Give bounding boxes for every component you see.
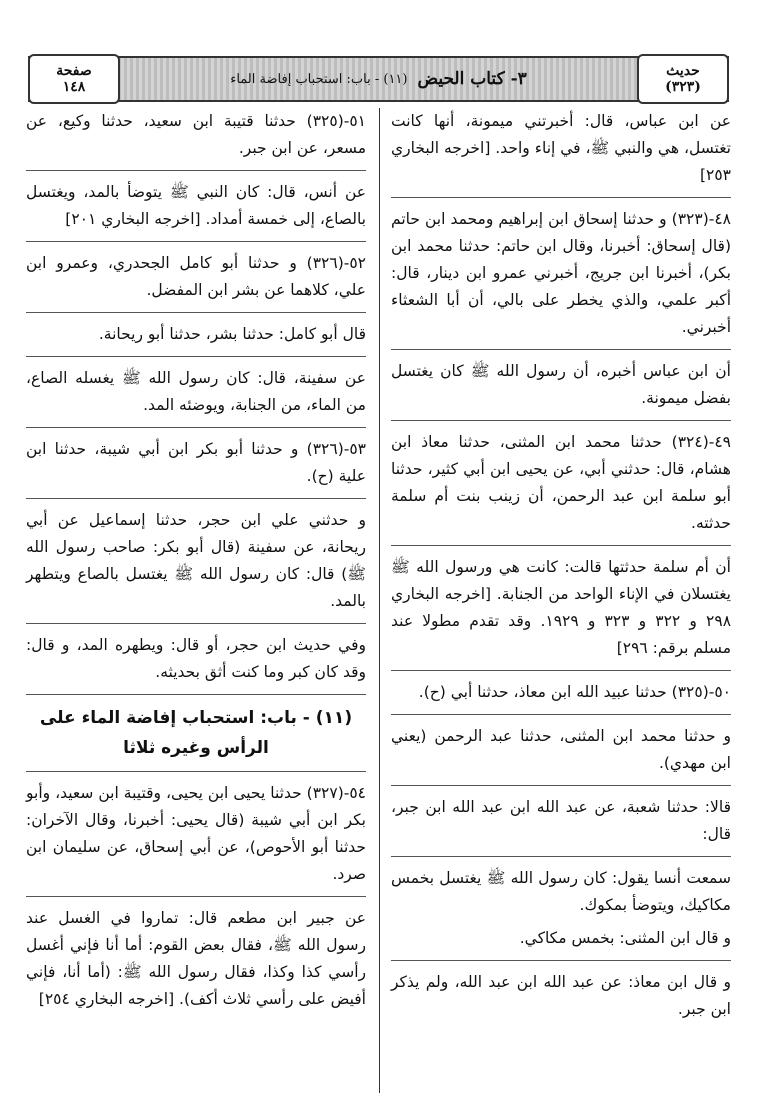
paragraph: عن سفينة، قال: كان رسول الله ﷺ يغسله الصاع، من الماء، من الجنابة، ويوضئه المد. (26, 369, 366, 414)
paragraph: عن أنس، قال: كان النبي ﷺ يتوضأ بالمد، ويغتسل بالصاع، إلى خمسة أمداد. [اخرجه البخاري ٢٠١] (26, 183, 366, 228)
paragraph: أن أم سلمة حدثتها قالت: كانت هي ورسول الله ﷺ يغتسلان في الإناء الواحد من الجنابة. [اخرجه البخاري ٢٩٨ و ٣٢٢ و ٣٢٣ و ١٩٢٩. وقد تقدم مطولا عند مسلم برقم: ٢٩٦] (391, 558, 732, 657)
paragraph: عن جبير ابن مطعم قال: تماروا في الغسل عند رسول الله ﷺ، فقال بعض القوم: أما أنا فإني أغسل رأسي كذا وكذا، فقال رسول الله ﷺ: (أما أنا، فإني أفيض على رأسي ثلاث أكف). [اخرجه البخاري ٢٥٤] (26, 909, 366, 1008)
separator (26, 312, 366, 313)
separator (26, 170, 366, 171)
separator (391, 714, 731, 715)
separator (26, 241, 366, 242)
separator (26, 896, 366, 897)
paragraph: ٥٤-(٣٢٧) حدثنا يحيى ابن يحيى، وقتيبة ابن سعيد، وأبو بكر ابن أبي شيبة (قال يحيى: أخبرنا، وقال الآخران: حدثنا أبو الأحوص)، عن أبي إسحاق، عن سليمان ابن صرد. (26, 784, 366, 883)
chapter-heading: (١١) - باب: استحباب إفاضة الماء على الرأس وغيره ثلاثا (39, 708, 353, 758)
paragraph: ٥١-(٣٢٥) حدثنا قتيبة ابن سعيد، حدثنا وكيع، عن مسعر، عن ابن جبر. (26, 112, 366, 157)
paragraph: ٤٨-(٣٢٣) و حدثنا إسحاق ابن إبراهيم ومحمد ابن حاتم (قال إسحاق: أخبرنا، وقال ابن حاتم: حدثنا محمد ابن بكر)، أخبرنا ابن جريج، أخبرني عمرو ابن دينار، قال: أكبر علمي، والذي يخطر على بالي، أن أبا الشعثاء أخبرني. (391, 210, 731, 336)
separator (391, 197, 731, 198)
separator (391, 670, 731, 671)
paragraph: قال أبو كامل: حدثنا بشر، حدثنا أبو ريحانة. (98, 325, 366, 343)
paragraph: ٥٣-(٣٢٦) و حدثنا أبو بكر ابن أبي شيبة، حدثنا ابن علية (ح). (26, 440, 366, 485)
page-number-box (28, 54, 120, 104)
separator (26, 356, 366, 357)
separator (391, 960, 731, 961)
separator (391, 545, 731, 546)
right-column (391, 108, 731, 1093)
separator (26, 498, 366, 499)
page-number: ١٤٨ (62, 79, 86, 95)
paragraph: ٤٩-(٣٢٤) حدثنا محمد ابن المثنى، حدثنا معاذ ابن هشام، قال: حدثني أبي، عن يحيى ابن أبي كثير، حدثنا أبو سلمة ابن عبد الرحمن، أن زينب بنت أم سلمة حدثته. (391, 433, 731, 532)
separator (26, 623, 366, 624)
book-title: ٣- كتاب الحيض (417, 69, 527, 89)
paragraph: و قال ابن معاذ: عن عبد الله ابن عبد الله، ولم يذكر ابن جبر. (391, 973, 731, 1018)
chapter-subtitle: (١١) - باب: استحباب إفاضة الماء (230, 71, 408, 87)
page-label: صفحة (56, 63, 92, 79)
column-divider (379, 108, 380, 1093)
separator (26, 694, 366, 695)
paragraph: عن ابن عباس، قال: أخبرتني ميمونة، أنها كانت تغتسل، هي والنبي ﷺ، في إناء واحد. [اخرجه البخاري ٢٥٣] (391, 112, 731, 184)
paragraph: و قال ابن المثنى: بخمس مكاكي. (519, 929, 731, 947)
paragraph: أن ابن عباس أخبره، أن رسول الله ﷺ كان يغتسل بفضل ميمونة. (391, 362, 731, 407)
separator (26, 771, 366, 772)
separator (391, 349, 731, 350)
separator (391, 785, 731, 786)
left-column (26, 108, 366, 1093)
hadith-number: (٣٢٣) (665, 79, 701, 95)
paragraph: ٥٢-(٣٢٦) و حدثنا أبو كامل الجحدري، وعمرو ابن علي، كلاهما عن بشر ابن المفضل. (26, 254, 366, 299)
paragraph: و حدثنا محمد ابن المثنى، حدثنا عبد الرحمن (يعني ابن مهدي). (391, 727, 731, 772)
hadith-label: حديث (666, 63, 700, 79)
page-header (28, 56, 729, 102)
paragraph: قالا: حدثنا شعبة، عن عبد الله ابن عبد الله ابن جبر، قال: (391, 798, 731, 843)
hadith-number-box (637, 54, 729, 104)
paragraph: وفي حديث ابن حجر، أو قال: ويطهره المد، و قال: وقد كان كبر وما كنت أثق بحديثه. (26, 636, 366, 681)
chapter-title (120, 58, 637, 100)
paragraph: ٥٠-(٣٢٥) حدثنا عبيد الله ابن معاذ، حدثنا أبي (ح). (418, 683, 731, 701)
paragraph: سمعت أنسا يقول: كان رسول الله ﷺ يغتسل بخمس مكاكيك، ويتوضأ بمكوك. (391, 869, 731, 914)
separator (26, 427, 366, 428)
separator (391, 420, 731, 421)
text-columns (26, 108, 731, 1093)
paragraph: و حدثني علي ابن حجر، حدثنا إسماعيل عن أبي ريحانة، عن سفينة (قال أبو بكر: صاحب رسول الله ﷺ) قال: كان رسول الله ﷺ يغتسل بالصاع ويتطهر بالمد. (26, 511, 366, 610)
separator (391, 856, 731, 857)
